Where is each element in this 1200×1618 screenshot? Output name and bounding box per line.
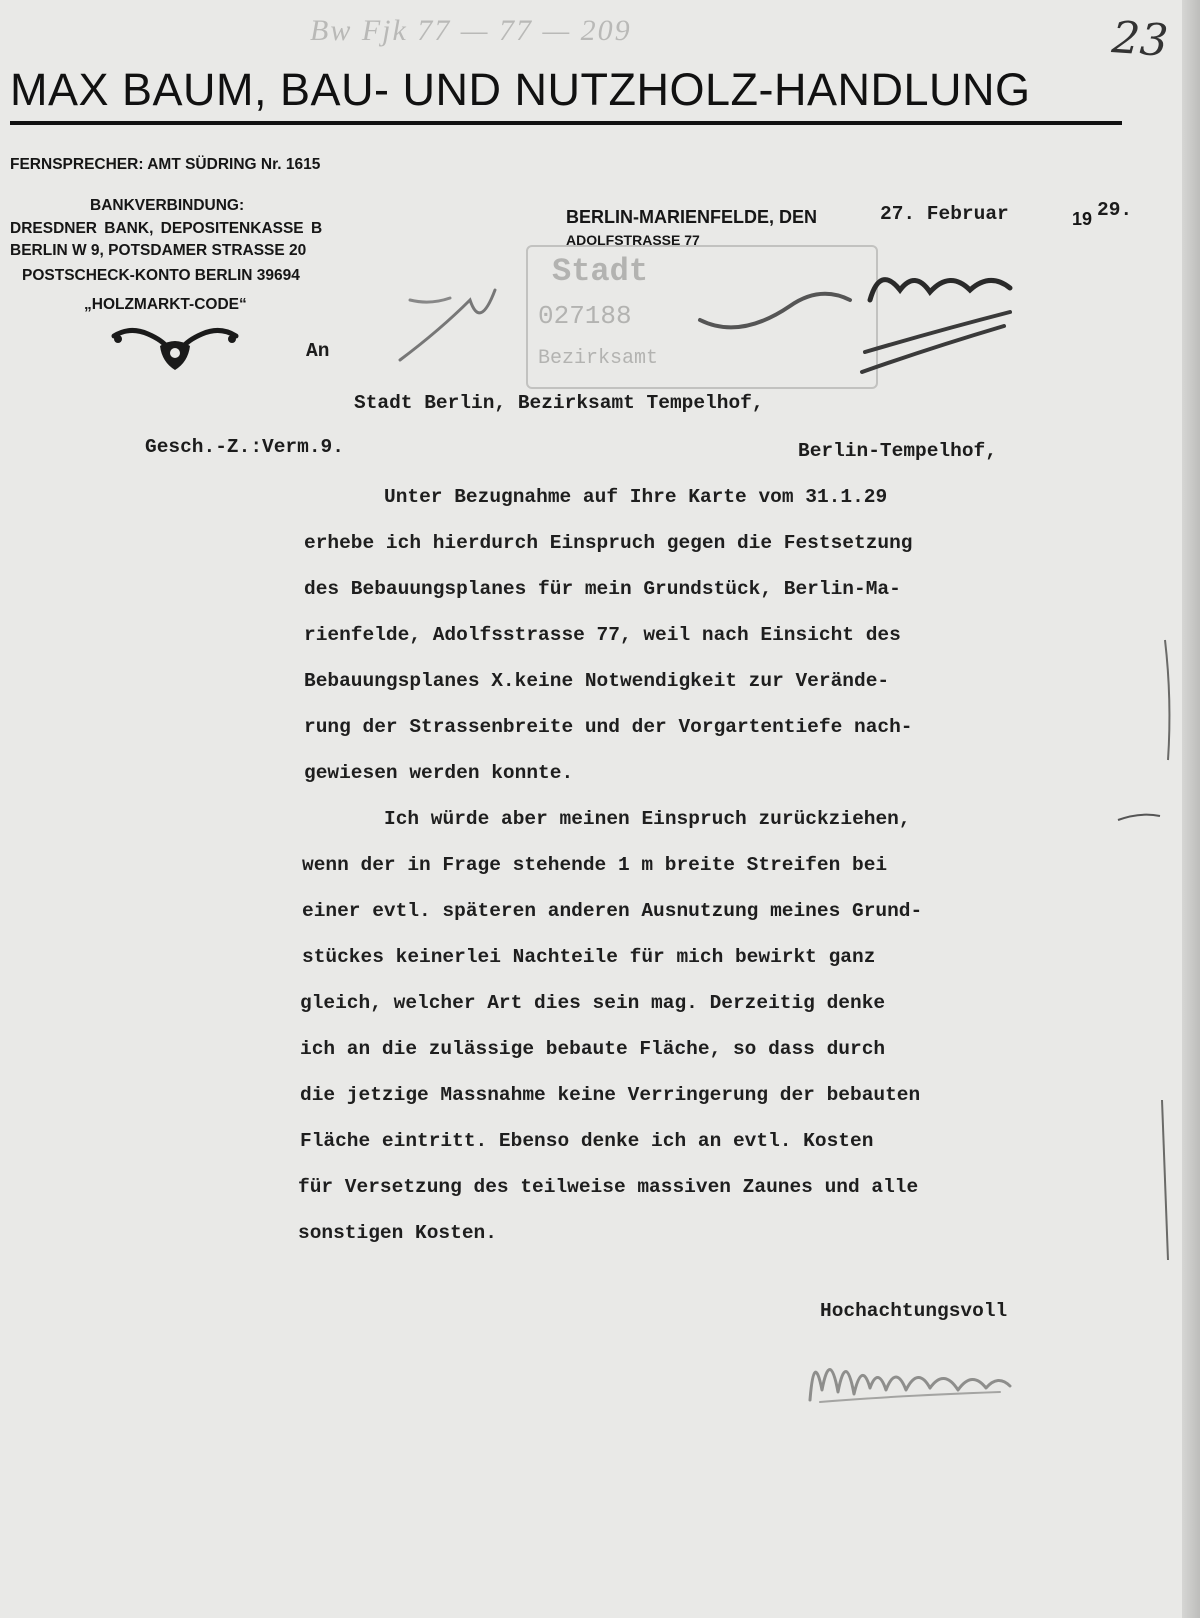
faint-top-notation: Bw Fjk 77 — 77 — 209 bbox=[310, 14, 632, 47]
body-line: Ich würde aber meinen Einspruch zurückziehen, bbox=[384, 808, 911, 830]
bank-line-1: DRESDNER BANK, DEPOSITENKASSE B bbox=[10, 220, 323, 237]
place-city: BERLIN-MARIENFELDE, DEN bbox=[566, 207, 817, 227]
closing: Hochachtungsvoll bbox=[820, 1300, 1008, 1322]
body-line: Unter Bezugnahme auf Ihre Karte vom 31.1.29 bbox=[384, 486, 888, 508]
body-line: erhebe ich hierdurch Einspruch gegen die Festsetzung bbox=[304, 532, 913, 554]
body-line: des Bebauungsplanes für mein Grundstück, Berlin-Ma- bbox=[304, 578, 901, 600]
body-line: wenn der in Frage stehende 1 m breite Streifen bei bbox=[302, 854, 888, 876]
place-street: ADOLFSTRASSE 77 bbox=[566, 232, 700, 248]
handwritten-page-number: 23 bbox=[1110, 12, 1170, 67]
year-suffix: 29. bbox=[1097, 199, 1133, 221]
bank-heading: BANKVERBINDUNG: bbox=[90, 197, 245, 214]
recipient-city: Berlin-Tempelhof, bbox=[798, 440, 997, 462]
salutation: An bbox=[306, 340, 330, 362]
body-line: Fläche eintritt. Ebenso denke ich an evtl. Kosten bbox=[300, 1130, 874, 1152]
body-line: die jetzige Massnahme keine Verringerung der bebauten bbox=[300, 1084, 921, 1106]
code-line: „HOLZMARKT-CODE“ bbox=[84, 296, 247, 313]
body-line: ich an die zulässige bebaute Fläche, so dass durch bbox=[300, 1038, 886, 1060]
stamp-line-2: 027188 bbox=[538, 301, 632, 331]
body-line: für Versetzung des teilweise massiven Zaunes und alle bbox=[298, 1176, 919, 1198]
reference-number: Gesch.-Z.:Verm.9. bbox=[145, 436, 344, 458]
body-line: gewiesen werden konnte. bbox=[304, 762, 574, 784]
year-prefix: 19 bbox=[1072, 209, 1093, 229]
phone-line: FERNSPRECHER: AMT SÜDRING Nr. 1615 bbox=[10, 156, 321, 173]
postscheck-line: POSTSCHECK-KONTO BERLIN 39694 bbox=[22, 267, 300, 284]
body-line: Bebauungsplanes X.keine Notwendigkeit zur Verände- bbox=[304, 670, 890, 692]
company-name: MAX BAUM, BAU- UND NUTZHOLZ-HANDLUNG bbox=[10, 64, 1031, 115]
stamp-line-3: Bezirksamt bbox=[538, 347, 659, 370]
stamp-line-1: Stadt bbox=[552, 253, 649, 290]
body-line: stückes keinerlei Nachteile für mich bewirkt ganz bbox=[302, 946, 876, 968]
body-line: einer evtl. späteren anderen Ausnutzung meines Grund- bbox=[302, 900, 923, 922]
body-line: sonstigen Kosten. bbox=[298, 1222, 497, 1244]
body-line: gleich, welcher Art dies sein mag. Derzeitig denke bbox=[300, 992, 886, 1014]
letter-date: 27. Februar bbox=[880, 203, 1009, 225]
body-line: rung der Strassenbreite und der Vorgartentiefe nach- bbox=[304, 716, 913, 738]
recipient: Stadt Berlin, Bezirksamt Tempelhof, bbox=[354, 392, 764, 414]
body-line: rienfelde, Adolfsstrasse 77, weil nach Einsicht des bbox=[304, 624, 901, 646]
bank-line-2: BERLIN W 9, POTSDAMER STRASSE 20 bbox=[10, 242, 307, 259]
